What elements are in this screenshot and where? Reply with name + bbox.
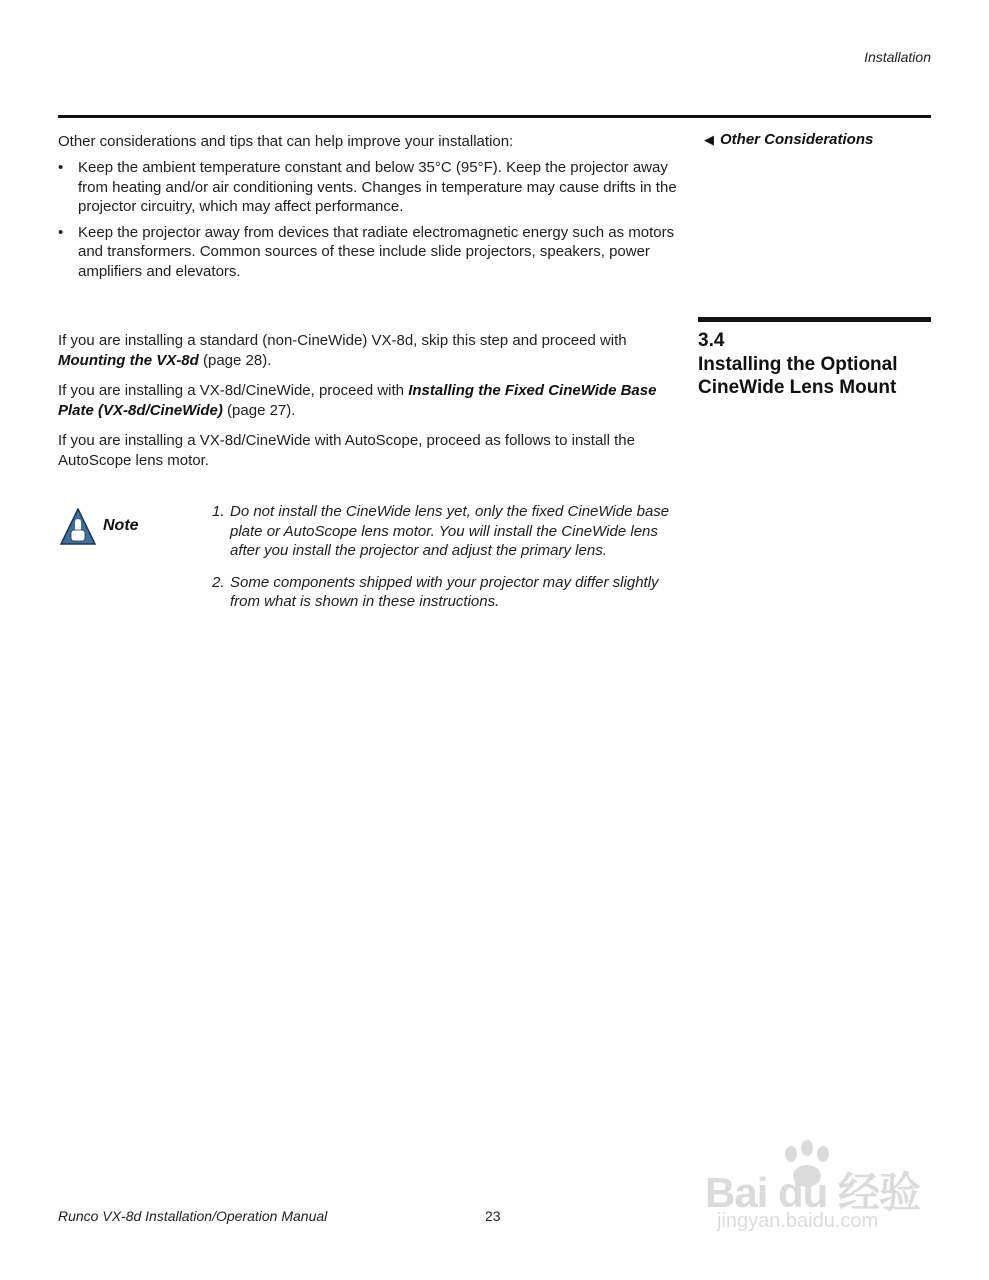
list-item: • Keep the projector away from devices that radiate electromagnetic energy such as motors and transformers. Common sources of these include slide projectors, speakers, power amplifiers and elevators.	[58, 223, 675, 280]
note-label: Note	[103, 517, 139, 534]
list-item: 2. Some components shipped with your projector may differ slightly from what is shown in these instructions.	[212, 573, 659, 611]
side-heading-other-considerations: ◀ Other Considerations	[704, 131, 874, 148]
watermark-url: jingyan.baidu.com	[717, 1210, 879, 1232]
paragraph-standard: If you are installing a standard (non-CineWide) VX-8d, skip this step and proceed with Mounting the VX-8d (page 28).	[58, 332, 627, 369]
watermark-brand: Bai du 经验	[705, 1169, 921, 1216]
cross-reference-link[interactable]: Installing the Fixed CineWide Base Plate (VX-8d/CineWide)	[58, 382, 657, 419]
list-item: 1. Do not install the CineWide lens yet, only the fixed CineWide base plate or AutoScope lens motor. You will install the CineWide lens after you install the projector and adjust the primary lens.	[212, 503, 670, 560]
section-title: Installing the Optional CineWide Lens Mount	[698, 354, 898, 398]
list-item: • Keep the ambient temperature constant and below 35°C (95°F). Keep the projector away from heating and/or air conditioning vents. Changes in temperature may cause drifts in the projector circuitry, which may affect performance.	[58, 159, 677, 216]
page-number: 23	[485, 1208, 501, 1224]
considerations-intro: Other considerations and tips that can help improve your installation:	[58, 133, 514, 150]
section-number: 3.4	[698, 330, 725, 351]
header-rule	[58, 115, 931, 118]
baidu-watermark	[697, 1140, 929, 1240]
note-list	[212, 502, 682, 624]
section-rule	[698, 317, 931, 322]
bullet-icon: •	[58, 159, 64, 176]
paragraph-autoscope: If you are installing a VX-8d/CineWide with AutoScope, proceed as follows to install the AutoScope lens motor.	[58, 432, 635, 469]
running-header: Installation	[864, 49, 931, 65]
left-arrow-icon: ◀	[704, 132, 714, 147]
note-pointing-hand-icon	[60, 508, 96, 546]
paragraph-cinewide: If you are installing a VX-8d/CineWide, proceed with Installing the Fixed CineWide Base Plate (VX-8d/CineWide) (page 27).	[58, 382, 657, 419]
footer-manual-title: Runco VX-8d Installation/Operation Manual	[58, 1208, 328, 1224]
considerations-list	[58, 158, 678, 288]
bullet-icon: •	[58, 223, 64, 241]
cross-reference-link[interactable]: Mounting the VX-8d	[58, 351, 199, 369]
